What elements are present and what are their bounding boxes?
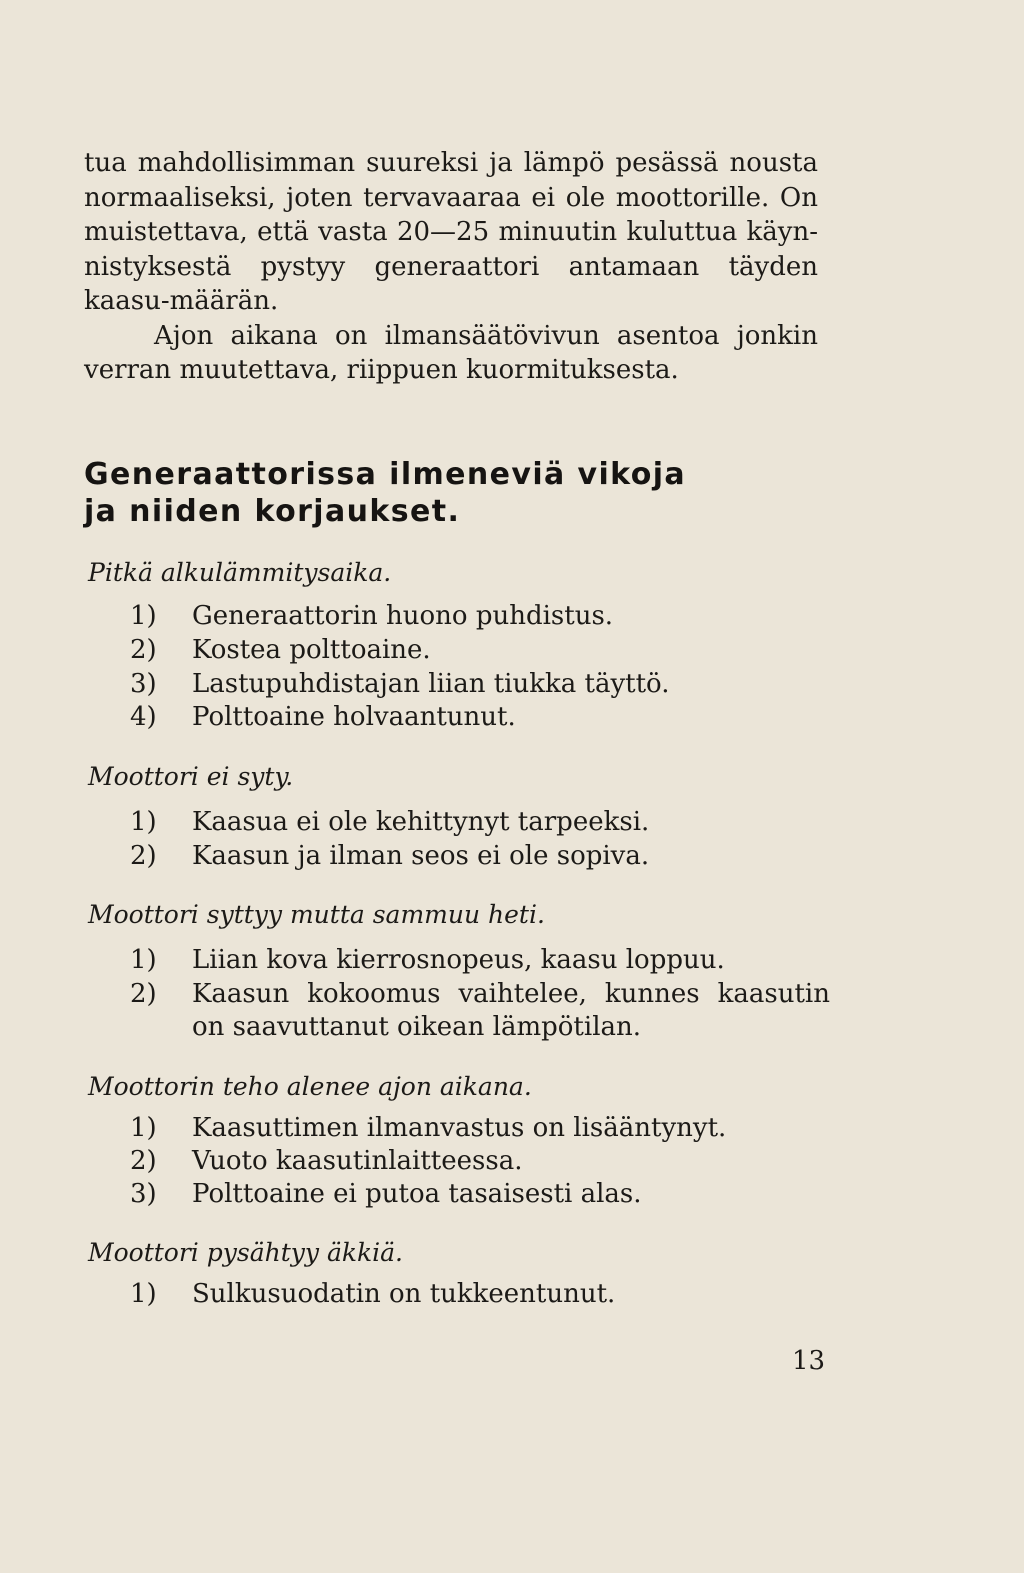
item-text: Polttoaine ei putoa tasaisesti alas.	[192, 1179, 642, 1209]
subheading-long-warmup: Pitkä alkulämmitysaika.	[88, 558, 392, 587]
item-number: 4)	[130, 702, 157, 732]
list-item	[130, 668, 830, 701]
list-item	[130, 944, 830, 977]
item-number: 2)	[130, 841, 157, 871]
item-number: 1)	[130, 601, 157, 631]
list-item	[130, 1112, 830, 1145]
list-item	[130, 806, 830, 839]
item-text: Sulkusuodatin on tukkeentunut.	[192, 1279, 616, 1309]
item-number: 1)	[130, 1113, 157, 1143]
item-text: Kaasua ei ole kehittynyt tarpeeksi.	[192, 807, 650, 837]
page-number: 13	[792, 1346, 826, 1376]
heading-line-2: ja niiden korjaukset.	[84, 494, 461, 529]
item-number: 2)	[130, 1146, 157, 1176]
item-text: Kaasun ja ilman seos ei ole sopiva.	[192, 841, 650, 871]
list-item	[130, 701, 830, 734]
subheading-power-drops: Moottorin teho alenee ajon aikana.	[88, 1072, 532, 1101]
item-number: 3)	[130, 1179, 157, 1209]
subheading-sudden-stop: Moottori pysähtyy äkkiä.	[88, 1238, 403, 1267]
item-text: Liian kova kierrosnopeus, kaasu loppuu.	[192, 945, 725, 975]
list-item	[130, 978, 830, 1044]
intro-paragraph-1: tua mahdollisimman suureksi ja lämpö pesässä nousta normaaliseksi, joten tervavaaraa ei ole moottorille. On muistettava, että vasta 20—25 minuutin kuluttua käyn-nistyksestä pystyy generaattori antamaan täyden kaasu-määrän.	[84, 148, 818, 316]
list-item	[130, 1178, 830, 1211]
list-item	[130, 1145, 830, 1178]
intro-paragraph-2: Ajon aikana on ilmansäätövivun asentoa jonkin verran muutettava, riippuen kuormituksesta.	[84, 320, 818, 385]
item-text: Kaasuttimen ilmanvastus on lisääntynyt.	[192, 1113, 727, 1143]
list-item	[130, 600, 830, 633]
section-heading	[84, 456, 824, 530]
item-number: 3)	[130, 669, 157, 699]
item-text: Kostea polttoaine.	[192, 635, 431, 665]
list-item	[130, 1278, 830, 1311]
item-number: 2)	[130, 635, 157, 665]
item-number: 2)	[130, 979, 157, 1009]
item-text: Vuoto kaasutinlaitteessa.	[192, 1146, 523, 1176]
item-number: 1)	[130, 807, 157, 837]
list-item	[130, 840, 830, 873]
list-item	[130, 634, 830, 667]
item-number: 1)	[130, 1279, 157, 1309]
subheading-engine-wont-start: Moottori ei syty.	[88, 762, 294, 791]
item-text: Lastupuhdistajan liian tiukka täyttö.	[192, 669, 670, 699]
subheading-starts-then-stops: Moottori syttyy mutta sammuu heti.	[88, 900, 545, 929]
item-text: Generaattorin huono puhdistus.	[192, 601, 614, 631]
intro-text	[84, 146, 818, 388]
item-text: Kaasun kokoomus vaihtelee, kunnes kaasutin on saavuttanut oikean lämpötilan.	[192, 979, 830, 1042]
item-text: Polttoaine holvaantunut.	[192, 702, 516, 732]
heading-line-1: Generaattorissa ilmeneviä vikoja	[84, 457, 687, 492]
item-number: 1)	[130, 945, 157, 975]
